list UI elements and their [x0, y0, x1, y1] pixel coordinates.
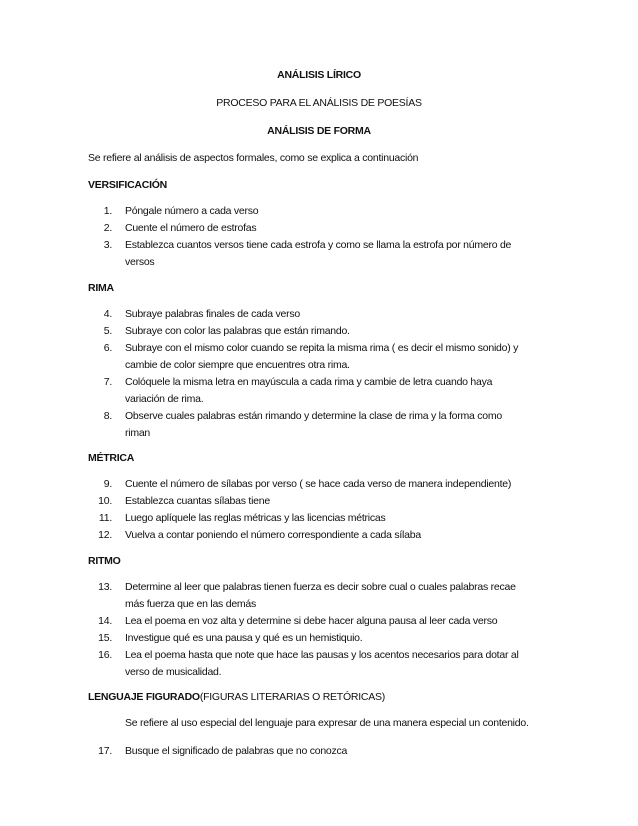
form-heading: ANÁLISIS DE FORMA	[267, 125, 371, 137]
list-item-number: 12.	[98, 529, 112, 541]
list-item-text-continued: cambie de color siempre que encuentres otra rima.	[125, 359, 350, 371]
list-item-text: Determine al leer que palabras tienen fuerza es decir sobre cual o cuales palabras recae	[125, 581, 516, 593]
list-item-text-continued: versos	[125, 256, 155, 268]
list-item-number: 13.	[98, 581, 112, 593]
page-title: ANÁLISIS LÍRICO	[277, 69, 361, 81]
list-item-text: Subraye con color las palabras que están rimando.	[125, 325, 350, 337]
figurado-description: Se refiere al uso especial del lenguaje para expresar de una manera especial un contenido.	[125, 717, 529, 729]
list-item-number: 14.	[98, 615, 112, 627]
list-item-number: 6.	[103, 342, 112, 354]
section-heading-metrica: MÉTRICA	[88, 452, 135, 464]
list-item-number: 5.	[103, 325, 112, 337]
list-item-number: 8.	[103, 410, 112, 422]
list-item-number: 7.	[103, 376, 112, 388]
list-item-text: Observe cuales palabras están rimando y determine la clase de rima y la forma como	[125, 410, 502, 422]
list-item-number: 11.	[98, 512, 112, 524]
list-item-text: Vuelva a contar poniendo el número correspondiente a cada sílaba	[125, 529, 421, 541]
list-item-text: Lea el poema hasta que note que hace las pausas y los acentos necesarios para dotar al	[125, 649, 519, 661]
list-item-text: Cuente el número de sílabas por verso ( se hace cada verso de manera independiente)	[125, 478, 512, 490]
list-item-number: 1.	[103, 205, 112, 217]
list-item-number: 9.	[103, 478, 112, 490]
section-heading-versificacion: VERSIFICACIÓN	[88, 179, 168, 191]
section-heading-label: LENGUAJE FIGURADO	[88, 691, 200, 703]
list-item-text: Póngale número a cada verso	[125, 205, 259, 217]
list-item-text: Lea el poema en voz alta y determine si debe hacer alguna pausa al leer cada verso	[125, 615, 498, 627]
intro-text: Se refiere al análisis de aspectos formales, como se explica a continuación	[88, 152, 419, 164]
list-item-number: 17.	[98, 745, 112, 757]
list-item-number: 15.	[98, 632, 112, 644]
list-item-text: Cuente el número de estrofas	[125, 222, 257, 234]
section-heading-rima: RIMA	[88, 282, 114, 294]
list-item-text: Subraye con el mismo color cuando se repita la misma rima ( es decir el mismo sonido) y	[125, 342, 519, 354]
list-item-text: Establezca cuantos versos tiene cada estrofa y como se llama la estrofa por número de	[125, 239, 512, 251]
list-item-text: Subraye palabras finales de cada verso	[125, 308, 300, 320]
list-item-text: Busque el significado de palabras que no conozca	[125, 745, 348, 757]
list-item-text-continued: verso de musicalidad.	[125, 666, 222, 678]
list-item-text-continued: variación de rima.	[125, 393, 204, 405]
section-heading-ritmo: RITMO	[88, 555, 121, 567]
page-subtitle: PROCESO PARA EL ANÁLISIS DE POESÍAS	[216, 97, 422, 109]
list-item-text: Luego aplíquele las reglas métricas y las licencias métricas	[125, 512, 386, 524]
list-item-text: Establezca cuantas sílabas tiene	[125, 495, 270, 507]
list-item-number: 3.	[103, 239, 112, 251]
list-item-number: 2.	[103, 222, 112, 234]
section-heading-lenguaje-figurado	[88, 690, 385, 704]
list-item-number: 16.	[98, 649, 112, 661]
list-item-text: Investigue qué es una pausa y qué es un hemistiquio.	[125, 632, 363, 644]
section-heading-note: (FIGURAS LITERARIAS O RETÓRICAS)	[199, 691, 385, 703]
list-item-number: 10.	[98, 495, 112, 507]
list-item-number: 4.	[103, 308, 112, 320]
list-item-text-continued: más fuerza que en las demás	[125, 598, 256, 610]
list-item-text-continued: riman	[125, 427, 151, 439]
list-item-text: Colóquele la misma letra en mayúscula a cada rima y cambie de letra cuando haya	[125, 376, 493, 388]
